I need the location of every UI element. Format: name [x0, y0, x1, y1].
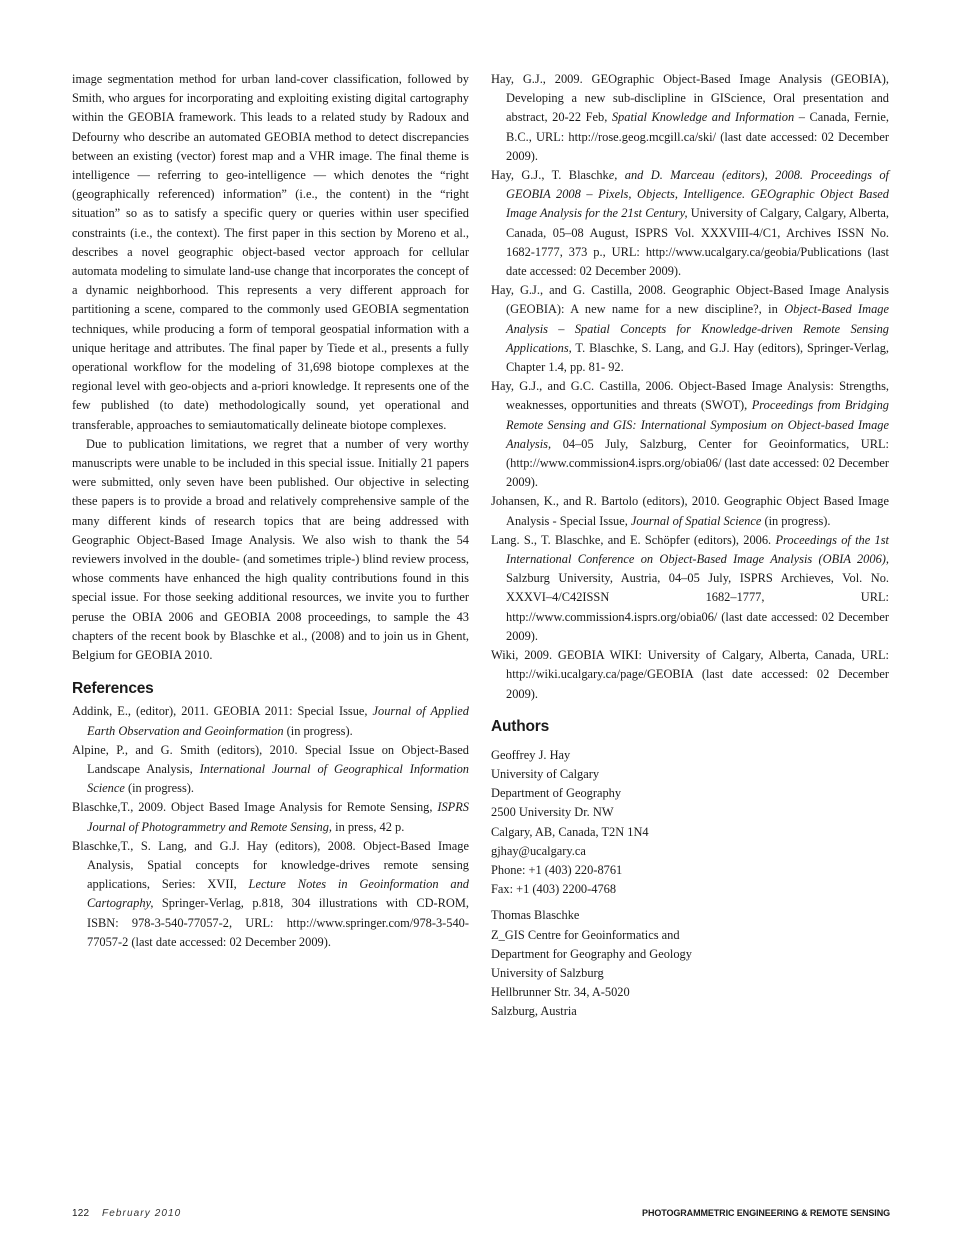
journal-name: PHOTOGRAMMETRIC ENGINEERING & REMOTE SENSING — [642, 1208, 890, 1218]
left-column — [72, 70, 469, 952]
author-address-line: Hellbrunner Str. 34, A-5020 — [491, 985, 630, 1000]
author-affiliation-line: Z_GIS Centre for Geoinformatics and — [491, 927, 680, 942]
reference-entry: Hay, G.J., T. Blaschke, and D. Marceau (editors), 2008. Proceedings of GEOBIA 2008 – Pixels, Objects, Intelligence. GEOgraphic Object Based Image Analysis for the 21st Century, University of Calgary, Calgary, Alberta, Canada, 05–08 August, ISPRS Vol. XXXVIII-4/C1, Archives ISSN No. 1682-1777, 373 p., URL: http://www.ucalgary.ca/geobia/Publications (last date accessed: 02 December 2009). — [491, 168, 889, 279]
author-fax: Fax: +1 (403) 2200-4768 — [491, 882, 617, 897]
page-number: 122 — [72, 1208, 90, 1219]
author-address-line: 2500 University Dr. NW — [491, 805, 614, 820]
reference-entry: Johansen, K., and R. Bartolo (editors), 2010. Geographic Object Based Image Analysis - Special Issue, Journal of Spatial Science (in progress). — [491, 494, 889, 528]
author-address-line: Calgary, AB, Canada, T2N 1N4 — [491, 824, 649, 839]
author-affiliation-line: University of Salzburg — [491, 965, 604, 980]
issue-date: February 2010 — [102, 1208, 182, 1219]
reference-entry: Wiki, 2009. GEOBIA WIKI: University of Calgary, Alberta, Canada, URL: http://wiki.ucalgary.ca/page/GEOBIA (last date accessed: 02 December 2009). — [491, 648, 889, 701]
reference-entry: Blaschke,T., 2009. Object Based Image Analysis for Remote Sensing, ISPRS Journal of Photogrammetry and Remote Sensing, in press, 42 p. — [72, 800, 469, 834]
reference-entry: Hay, G.J., 2009. GEOgraphic Object-Based Image Analysis (GEOBIA), Developing a new sub-disclipline in GIScience, Oral presentation and abstract, 20-22 Feb, Spatial Knowledge and Information – Canada, Fernie, B.C., URL: http://rose.geog.mcgill.ca/ski/ (last date accessed: 02 December 2009). — [491, 72, 889, 163]
author-address-line: Salzburg, Austria — [491, 1004, 577, 1019]
author-block — [491, 746, 889, 900]
page-footer — [72, 1208, 890, 1224]
author-affiliation-line: University of Calgary — [491, 766, 600, 781]
author-phone: Phone: +1 (403) 220-8761 — [491, 862, 623, 877]
right-column — [491, 70, 889, 1022]
author-affiliation-line: Department of Geography — [491, 786, 622, 801]
author-name: Geoffrey J. Hay — [491, 747, 571, 762]
references-heading: References — [72, 680, 154, 698]
reference-entry: Blaschke,T., S. Lang, and G.J. Hay (editors), 2008. Object-Based Image Analysis, Spatial concepts for knowledge-drives remote sensing applications, Series: XVII, Lecture Notes in Geoinformation and Cartography, Springer-Verlag, p.818, 304 illustrations with CD-ROM, ISBN: 978-3-540-77057-2, URL: http://www.springer.com/978-3-540-77057-2 (last date accessed: 02 December 2009). — [72, 838, 470, 949]
author-email: gjhay@ucalgary.ca — [491, 843, 586, 858]
author-affiliation-line: Department for Geography and Geology — [491, 946, 692, 961]
authors-heading: Authors — [491, 717, 550, 735]
reference-entry: Lang. S., T. Blaschke, and E. Schöpfer (editors), 2006. Proceedings of the 1st International Conference on Object-Based Image Analysis (OBIA 2006), Salzburg University, Austria, 04–05 July, ISPRS Archieves, Vol. No. XXXVI–4/C42ISSN 1682–1777, URL: http://www.commission4.isprs.org/obia06/ (last date accessed: 02 December 2009). — [491, 532, 889, 643]
body-paragraph: Due to publication limitations, we regret that a number of very worthy manuscripts were unable to be included in this special issue. Initially 21 papers were submitted, only seven have been published. Our objective in selecting these papers is to provide a broad and relatively comprehensive sample of the many different kinds of research topics that are being addressed with Geographic Object-Based Image Analysis. We also wish to thank the 54 reviewers involved in the double- (and sometimes triple-) blind review process, whose comments have enhanced the high quality contributions found in this special issue. For those seeking additional resources, we invite you to further peruse the OBIA 2006 and GEOBIA 2008 proceedings, to sample the 43 chapters of the recent book by Blaschke et al., (2008) and to join us in Ghent, Belgium for GEOBIA 2010. — [72, 436, 469, 663]
reference-entry: Alpine, P., and G. Smith (editors), 2010. Special Issue on Object-Based Landscape Analysis, International Journal of Geographical Information Science (in progress). — [72, 742, 469, 796]
reference-entry: Hay, G.J., and G.C. Castilla, 2006. Object-Based Image Analysis: Strengths, weaknesses, opportunities and threats (SWOT), Proceedings from Bridging Remote Sensing and GIS: International Symposium on Object-based Image Analysis, 04–05 July, Salzburg, Center for Geoinformatics, URL:(http://www.commission4.isprs.org/obia06/ (last date accessed: 02 December 2009). — [491, 379, 889, 490]
reference-entry: Addink, E., (editor), 2011. GEOBIA 2011: Special Issue, Journal of Applied Earth Observation and Geoinformation (in progress). — [72, 704, 469, 738]
body-paragraph: image segmentation method for urban land-cover classification, followed by Smith, who argues for incorporating and exploiting existing digital cartography within the GEOBIA framework. This leads to a related study by Radoux and Defourny who describe an automated GEOBIA method to detect discrepancies between an existing (vector) forest map and a VHR image. The final theme is intelligence — referring to geo-intelligence — which denotes the “right (geographically referenced) information” (i.e., the content) in the “right situation” so as to satisfy a specific query or queries within user specified constraints (i.e., the context). The first paper in this section by Moreno et al., describes a novel geographic object-based vector approach for cellular automata modeling to simulate land-use change that incorporates the concept of a dynamic neighborhood. This represents a very different approach for partitioning a scene, compared to the commonly used GEOBIA segmentation techniques, while producing a form of temporal geospatial information with a unique heritage and attributes. The final paper by Tiede et al., presents a fully operational workflow for the modeling of 31,698 biotope complexes at the regional level with geo-objects and a-priori knowledge. It represents one of the few published (to date) methodologically sound, yet operational and transferable, approaches to semiautomatically delineate biotope complexes. — [72, 72, 469, 432]
reference-entry: Hay, G.J., and G. Castilla, 2008. Geographic Object-Based Image Analysis (GEOBIA): A new name for a new discipline?, in Object-Based Image Analysis – Spatial Concepts for Knowledge-driven Remote Sensing Applications, T. Blaschke, S. Lang, and G.J. Hay (editors), Springer-Verlag, Chapter 1.4, pp. 81- 92. — [491, 283, 890, 375]
author-name: Thomas Blaschke — [491, 908, 580, 923]
author-block — [491, 906, 889, 1021]
